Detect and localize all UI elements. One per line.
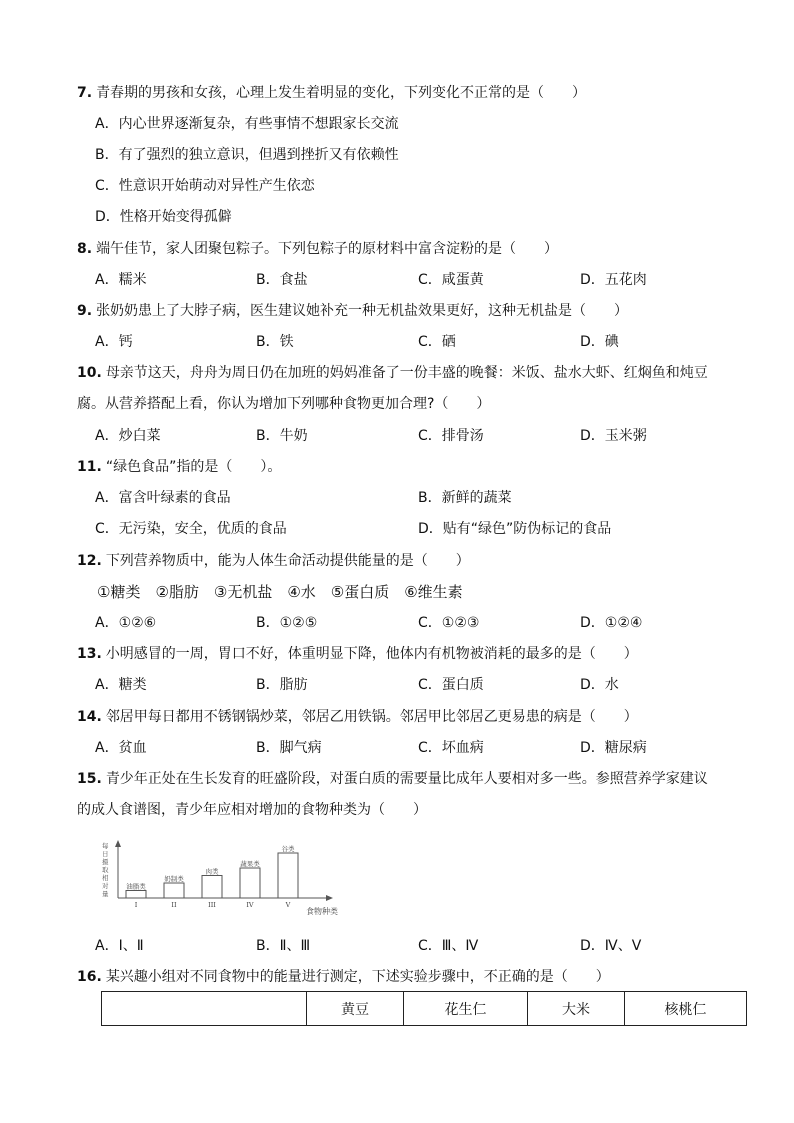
- table-header-cell: 大米: [528, 992, 625, 1026]
- bar: [202, 876, 222, 899]
- option: C．硒: [418, 334, 456, 350]
- y-axis-arrow: [115, 840, 121, 847]
- energy-table: [101, 991, 747, 1026]
- option: B．有了强烈的独立意识，但遇到挫折又有依赖性: [95, 147, 399, 163]
- tick-label: III: [208, 901, 216, 909]
- question-7: 7. 青春期的男孩和女孩，心理上发生着明显的变化，下列变化不正常的是（ ）: [77, 85, 587, 101]
- option: D．糖尿病: [580, 740, 647, 756]
- option: C．排骨汤: [418, 428, 484, 444]
- question-8: 8. 端午佳节，家人团聚包粽子。下列包粽子的原材料中富含淀粉的是（ ）: [77, 241, 559, 257]
- option: B．食盐: [256, 272, 308, 288]
- option: B．铁: [256, 334, 294, 350]
- tick-label: IV: [246, 901, 254, 909]
- option: C．①②③: [418, 615, 480, 631]
- question-11: 11. “绿色食品”指的是（ ）。: [77, 459, 282, 475]
- option: B．①②⑤: [256, 615, 318, 631]
- option: C．蛋白质: [418, 677, 484, 693]
- x-axis-arrow: [326, 895, 333, 901]
- bar: [164, 883, 184, 898]
- question-15-cont: 的成人食谱图，青少年应相对增加的食物种类为（ ）: [77, 802, 427, 818]
- option: B．Ⅱ、Ⅲ: [256, 938, 311, 954]
- table-header-cell: [102, 992, 307, 1026]
- option: D．①②④: [580, 615, 643, 631]
- tick-label: I: [134, 901, 138, 909]
- tick-label: II: [171, 901, 177, 909]
- bar-label: 蔬果类: [240, 860, 260, 868]
- tick-label: V: [285, 901, 291, 909]
- table-header-row: [102, 992, 747, 1026]
- bar: [278, 853, 298, 898]
- chart-xlabel: 食物种类: [306, 907, 338, 916]
- option: D．Ⅳ、Ⅴ: [580, 938, 642, 954]
- question-16: 16. 某兴趣小组对不同食物中的能量进行测定，下述实验步骤中，不正确的是（ ）: [77, 969, 610, 985]
- option: A．糖类: [95, 677, 147, 693]
- option: B．脚气病: [256, 740, 322, 756]
- bar: [126, 891, 146, 899]
- option: C．无污染，安全，优质的食品: [95, 521, 287, 537]
- table-header-cell: 花生仁: [404, 992, 528, 1026]
- food-chart: [98, 838, 338, 920]
- option: C．咸蛋黄: [418, 272, 484, 288]
- question-13: 13. 小明感冒的一周，胃口不好，体重明显下降，他体内有机物被消耗的最多的是（ ）: [77, 646, 638, 662]
- bar-label: 奶制类: [164, 875, 184, 883]
- option: B．牛奶: [256, 428, 308, 444]
- option: D．水: [580, 677, 619, 693]
- option: B．脂肪: [256, 677, 308, 693]
- option: A．内心世界逐渐复杂，有些事情不想跟家长交流: [95, 116, 399, 132]
- option: D．性格开始变得孤僻: [95, 209, 232, 225]
- option: A．钙: [95, 334, 133, 350]
- question-12: 12. 下列营养物质中，能为人体生命活动提供能量的是（ ）: [77, 553, 470, 569]
- option: A．①②⑥: [95, 615, 157, 631]
- question-15: 15. 青少年正处在生长发育的旺盛阶段，对蛋白质的需要量比成年人要相对多一些。参照营养学家建议: [77, 771, 708, 787]
- option: D．玉米粥: [580, 428, 647, 444]
- option: A．富含叶绿素的食品: [95, 490, 231, 506]
- table-header-cell: 核桃仁: [625, 992, 747, 1026]
- nutrient-list: ①糖类 ②脂肪 ③无机盐 ④水 ⑤蛋白质 ⑥维生素: [97, 583, 463, 601]
- bar: [240, 868, 260, 898]
- bar-label: 谷类: [281, 845, 295, 853]
- table-header-cell: 黄豆: [307, 992, 404, 1026]
- option: D．贴有“绿色”防伪标记的食品: [418, 521, 612, 537]
- question-9: 9. 张奶奶患上了大脖子病，医生建议她补充一种无机盐效果更好，这种无机盐是（ ）: [77, 303, 629, 319]
- option: A．糯米: [95, 272, 147, 288]
- question-10-cont: 腐。从营养搭配上看，你认为增加下列哪种食物更加合理?（ ）: [77, 396, 491, 412]
- option: A．Ⅰ、Ⅱ: [95, 938, 144, 954]
- option: A．炒白菜: [95, 428, 161, 444]
- option: C．坏血病: [418, 740, 484, 756]
- question-14: 14. 邻居甲每日都用不锈钢锅炒菜，邻居乙用铁锅。邻居甲比邻居乙更易患的病是（ ）: [77, 709, 638, 725]
- option: D．碘: [580, 334, 619, 350]
- option: D．五花肉: [580, 272, 647, 288]
- option: C．Ⅲ、Ⅳ: [418, 938, 479, 954]
- chart-ylabel: 每日摄取相对量: [102, 842, 109, 898]
- question-10: 10. 母亲节这天，舟舟为周日仍在加班的妈妈准备了一份丰盛的晚餐：米饭、盐水大虾、红焖鱼和炖豆: [77, 365, 708, 381]
- option: C．性意识开始萌动对异性产生依恋: [95, 178, 315, 194]
- bar-label: 油脂类: [126, 882, 146, 891]
- option: B．新鲜的蔬菜: [418, 490, 512, 506]
- option: A．贫血: [95, 740, 147, 756]
- bar-label: 肉类: [205, 867, 219, 876]
